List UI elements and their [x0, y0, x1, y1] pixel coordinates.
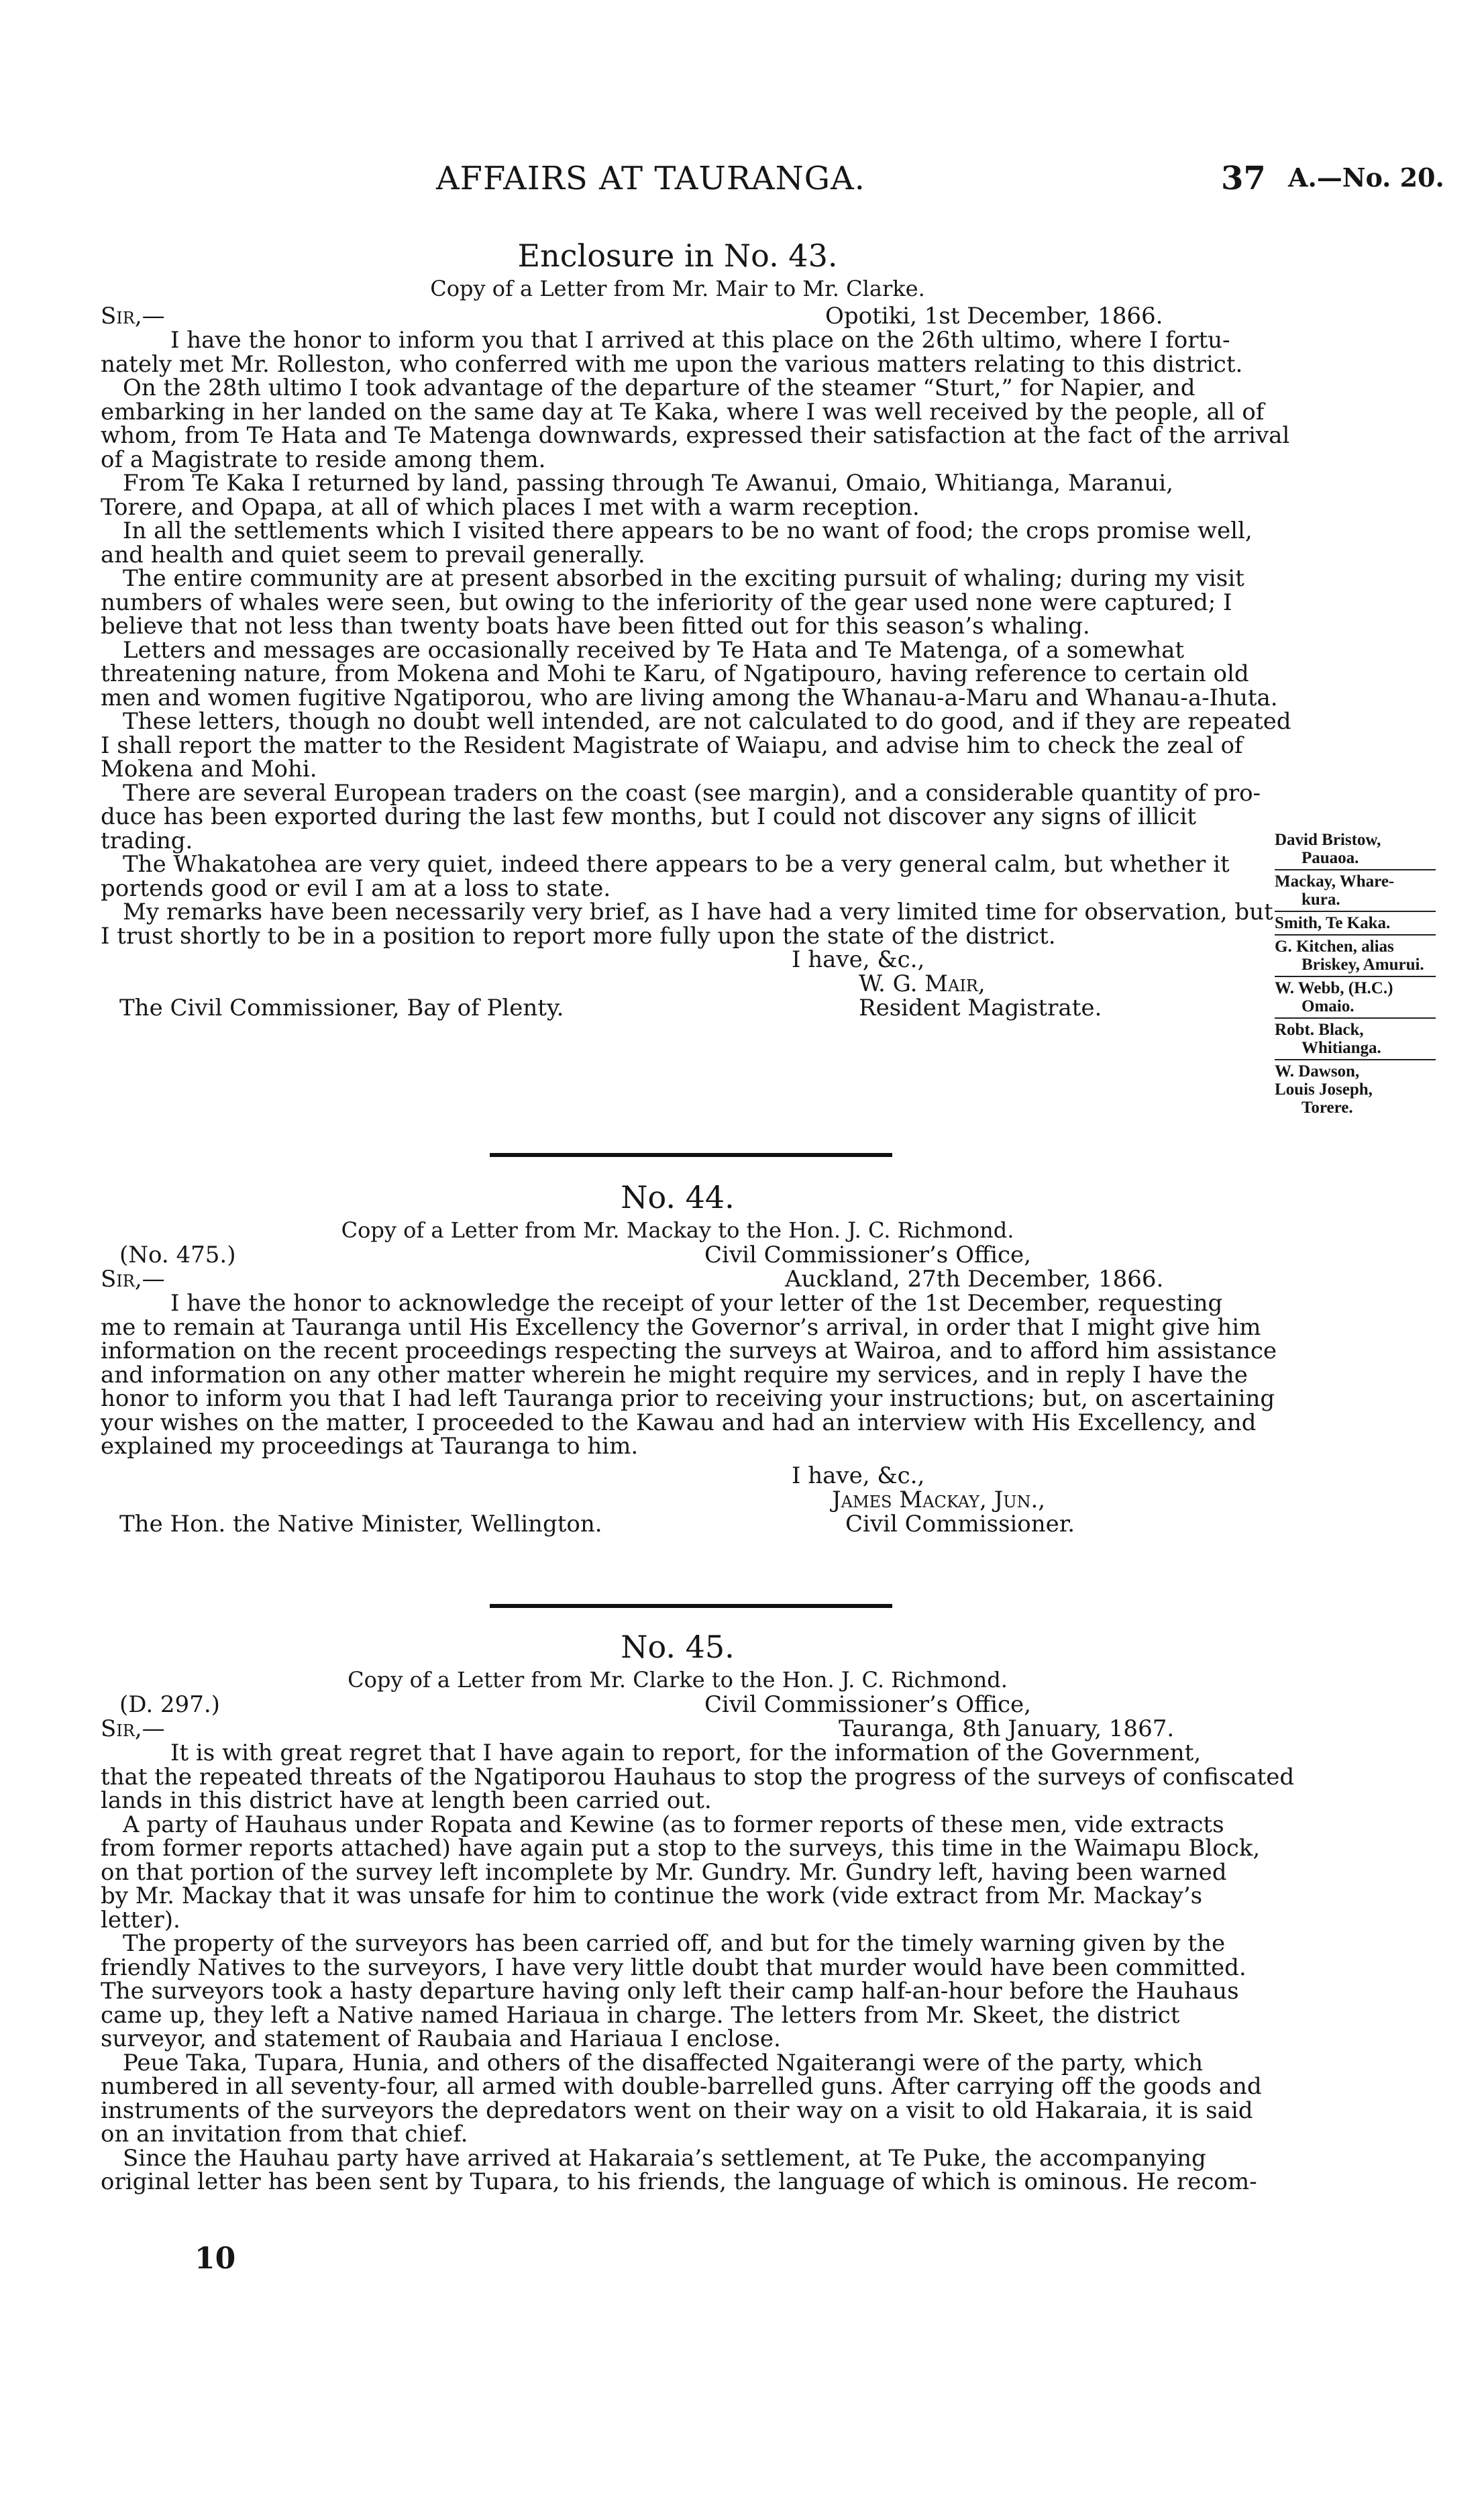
no44-subheading: Copy of a Letter from Mr. Mackay to the Hon. J. C. Richmond. [341, 1217, 1014, 1243]
no44-office: Civil Commissioner’s Office, [704, 1242, 1031, 1268]
body-line: your wishes on the matter, I proceeded to the Kawau and had an interview with His Excellency, and [101, 1409, 1257, 1436]
letter-no44 [101, 1178, 1277, 1538]
body-line: whom, from Te Hata and Te Matenga downwards, expressed their satisfaction at the fact of the arrival [101, 422, 1290, 449]
body-line: The property of the surveyors has been carried off, and but for the timely warning given by the [123, 1930, 1226, 1957]
enclosure-place-date: Opotiki, 1st December, 1866. [825, 303, 1163, 330]
body-line: There are several European traders on the coast (see margin), and a considerable quantity of pro- [123, 779, 1261, 807]
enclosure-signoff [101, 948, 1255, 1022]
no44-signer-title: Civil Commissioner. [845, 1510, 1075, 1538]
body-line: On the 28th ultimo I took advantage of the departure of the steamer “Sturt,” for Napier, and [123, 374, 1196, 401]
enclosure-signature: W. G. Mair, [859, 970, 986, 997]
no45-reference-row [101, 1693, 1255, 1742]
body-line: Mokena and Mohi. [101, 756, 317, 783]
margin-note-line: Louis Joseph, [1275, 1080, 1373, 1099]
margin-notes [1275, 831, 1436, 1121]
body-line: My remarks have been necessarily very brief, as I have had a very limited time for observation, but [123, 899, 1273, 925]
no44-reference-row [101, 1244, 1255, 1292]
enclosure-salutation-row [101, 305, 1255, 329]
body-line: me to remain at Tauranga until His Excellency the Governor’s arrival, in order that I might give him [101, 1313, 1261, 1341]
body-line: A party of Hauhaus under Ropata and Kewine (as to former reports of these men, vide extracts [123, 1811, 1224, 1838]
body-line: original letter has been sent by Tupara, to his friends, the language of which is ominous. He recom- [101, 2168, 1257, 2195]
body-line: Peue Taka, Tupara, Hunia, and others of the disaffected Ngaiterangi were of the party, which [123, 2049, 1203, 2076]
body-line: and health and quiet seem to prevail generally. [101, 541, 645, 568]
body-line: embarking in her landed on the same day at Te Kaka, where I was well received by the people, all of [101, 398, 1265, 425]
margin-note-line: Mackay, Whare- [1275, 872, 1395, 891]
margin-note [1275, 831, 1436, 870]
no44-ref: (No. 475.) [119, 1242, 236, 1268]
body-line: numbered in all seventy-four, all armed with double-barrelled guns. After carrying off the goods and [101, 2073, 1262, 2100]
enclosure-signer-title: Resident Magistrate. [859, 995, 1102, 1021]
no44-closing: I have, &c., [792, 1462, 925, 1489]
enclosure-section [101, 236, 1291, 1022]
no44-salutation: Sir,— [101, 1266, 165, 1293]
page-number: 37 [1221, 160, 1266, 197]
margin-note-line: Omaio. [1302, 997, 1355, 1015]
paper-reference: A.—No. 20. [1288, 162, 1444, 193]
body-line: explained my proceedings at Tauranga to him. [101, 1433, 639, 1460]
body-line: I have the honor to inform you that I arrived at this place on the 26th ultimo, where I fortu- [170, 327, 1230, 354]
no44-heading-block [101, 1178, 1255, 1244]
enclosure-addressee: The Civil Commissioner, Bay of Plenty. [119, 995, 564, 1021]
margin-note [1275, 872, 1436, 912]
body-line: information on the recent proceedings respecting the surveys at Wairoa, and to afford him assistance [101, 1338, 1277, 1364]
body-line: believe that not less than twenty boats have been fitted out for this season’s whaling. [101, 613, 1090, 640]
margin-note-line: Whitianga. [1302, 1039, 1381, 1057]
margin-note [1275, 938, 1436, 977]
no45-heading-block [101, 1627, 1255, 1693]
body-line: It is with great regret that I have again to report, for the information of the Government, [170, 1740, 1202, 1766]
no44-addressee: The Hon. the Native Minister, Wellington. [119, 1510, 602, 1538]
body-line: portends good or evil I am at a loss to state. [101, 874, 611, 902]
body-line: trading. [101, 827, 193, 854]
enclosure-closing: I have, &c., [792, 946, 925, 973]
no44-signoff [101, 1464, 1255, 1538]
body-line: by Mr. Mackay that it was unsafe for him to continue the work (vide extract from Mr. Mackay’s [101, 1882, 1203, 1909]
margin-note-line: Briskey, Amurui. [1302, 956, 1424, 974]
body-line: These letters, though no doubt well intended, are not calculated to do good, and if they are repeated [123, 708, 1291, 735]
no44-signature: James Mackay, Jun., [832, 1486, 1046, 1513]
body-line: The Whakatohea are very quiet, indeed there appears to be a very general calm, but whether it [123, 851, 1230, 878]
no45-salutation: Sir,— [101, 1715, 165, 1742]
no45-body [101, 1740, 1295, 2195]
enclosure-subheading: Copy of a Letter from Mr. Mair to Mr. Clarke. [430, 276, 925, 301]
body-line: duce has been exported during the last few months, but I could not discover any signs of illicit [101, 803, 1196, 830]
section-divider [490, 1604, 892, 1608]
body-line: In all the settlements which I visited there appears to be no want of food; the crops promise well, [123, 517, 1253, 544]
body-line: I shall report the matter to the Resident Magistrate of Waiapu, and advise him to check the zeal of [101, 732, 1243, 759]
body-line: From Te Kaka I returned by land, passing through Te Awanui, Omaio, Whitianga, Maranui, [123, 470, 1173, 497]
margin-note-line: Pauaoa. [1302, 849, 1359, 867]
body-line: The surveyors took a hasty departure having only left their camp half-an-hour before the Hauhaus [101, 1978, 1239, 2005]
margin-note [1275, 1062, 1436, 1119]
body-line: and information on any other matter wherein he might require my services, and in reply I have the [101, 1361, 1248, 1389]
body-line: letter). [101, 1906, 180, 1933]
body-line: instruments of the surveyors the depredators went on their way on a visit to old Hakaraia, it is said [101, 2097, 1253, 2124]
no45-office: Civil Commissioner’s Office, [704, 1691, 1031, 1718]
margin-note-line: kura. [1302, 891, 1340, 909]
body-line: The entire community are at present absorbed in the exciting pursuit of whaling; during my visit [123, 565, 1244, 592]
body-line: Since the Hauhau party have arrived at Hakaraia’s settlement, at Te Puke, the accompanying [123, 2144, 1206, 2172]
no45-heading: No. 45. [621, 1629, 735, 1665]
body-line: honor to inform you that I had left Tauranga prior to receiving your instructions; but, on ascertaining [101, 1385, 1275, 1412]
no45-ref: (D. 297.) [119, 1691, 220, 1718]
no45-subheading: Copy of a Letter from Mr. Clarke to the Hon. J. C. Richmond. [348, 1667, 1008, 1693]
margin-note-line: Torere. [1302, 1099, 1353, 1117]
body-line: of a Magistrate to reside among them. [101, 446, 546, 473]
body-line: men and women fugitive Ngatiporou, who are living among the Whanau-a-Maru and Whanau-a-Ihuta. [101, 684, 1278, 711]
enclosure-heading: Enclosure in No. 43. [517, 238, 838, 274]
margin-note [1275, 979, 1436, 1019]
body-line: Letters and messages are occasionally received by Te Hata and Te Matenga, of a somewhat [123, 636, 1185, 664]
body-line: numbers of whales were seen, but owing to the inferiority of the gear used none were captured; I [101, 589, 1232, 616]
header-title: AFFAIRS AT TAURANGA. [436, 160, 865, 197]
body-line: I trust shortly to be in a position to report more fully upon the state of the district. [101, 922, 1056, 950]
enclosure-body [101, 327, 1291, 950]
margin-note-line: Smith, Te Kaka. [1275, 914, 1391, 932]
body-line: friendly Natives to the surveyors, I have very little doubt that murder would have been committed. [101, 1954, 1247, 1981]
body-line: threatening nature, from Mokena and Mohi te Karu, of Ngatipouro, having reference to certain old [101, 660, 1249, 687]
section-divider [490, 1153, 892, 1157]
body-line: that the repeated threats of the Ngatiporou Hauhaus to stop the progress of the surveys of confiscated [101, 1763, 1295, 1791]
body-line: from former reports attached) have again put a stop to the surveys, this time in the Waimapu Block, [101, 1835, 1261, 1862]
no45-place-date: Tauranga, 8th January, 1867. [839, 1715, 1175, 1742]
body-line: Torere, and Opapa, at all of which places I met with a warm reception. [101, 493, 920, 521]
running-header [0, 160, 1484, 213]
margin-note-line: G. Kitchen, alias [1275, 938, 1394, 956]
margin-note-line: W. Dawson, [1275, 1062, 1360, 1080]
body-line: on an invitation from that chief. [101, 2121, 468, 2148]
margin-note-line: Robt. Black, [1275, 1021, 1364, 1039]
body-line: I have the honor to acknowledge the receipt of your letter of the 1st December, requesting [170, 1290, 1223, 1317]
body-line: surveyor, and statement of Raubaia and Hariaua I enclose. [101, 2025, 781, 2052]
no44-place-date: Auckland, 27th December, 1866. [785, 1266, 1164, 1293]
margin-note [1275, 1021, 1436, 1060]
sheet-number: 10 [195, 2242, 236, 2276]
body-line: on that portion of the survey left incomplete by Mr. Gundry. Mr. Gundry left, having been warned [101, 1858, 1227, 1886]
letter-no45 [101, 1627, 1295, 2195]
margin-note [1275, 914, 1436, 936]
no44-heading: No. 44. [621, 1179, 735, 1215]
margin-note-line: W. Webb, (H.C.) [1275, 979, 1393, 997]
enclosure-salutation: Sir,— [101, 303, 165, 330]
enclosure-heading-block [101, 236, 1255, 302]
body-line: nately met Mr. Rolleston, who conferred with me upon the various matters relating to this district. [101, 350, 1243, 378]
no44-body [101, 1290, 1277, 1460]
body-line: lands in this district have at length been carried out. [101, 1787, 712, 1814]
margin-note-line: David Bristow, [1275, 831, 1381, 849]
body-line: came up, they left a Native named Hariaua in charge. The letters from Mr. Skeet, the district [101, 2001, 1180, 2029]
